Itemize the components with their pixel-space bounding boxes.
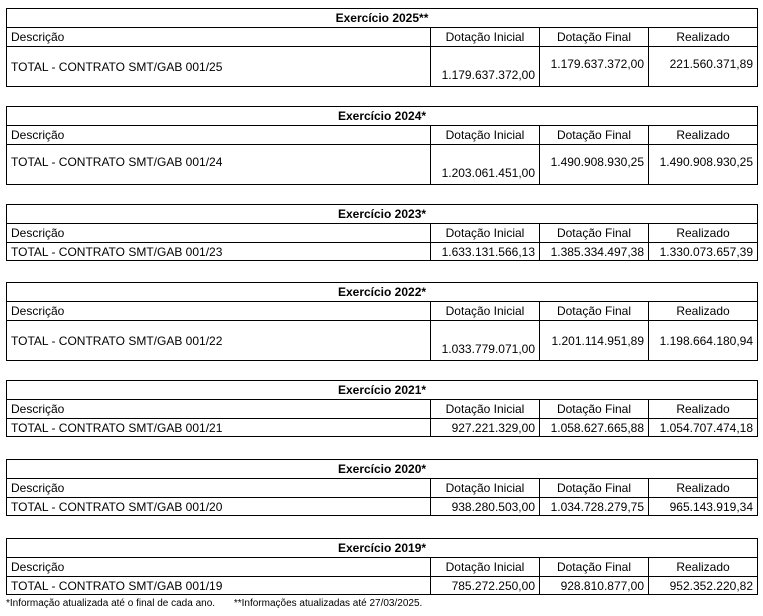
col-header-dotacao-final: Dotação Final bbox=[540, 558, 649, 577]
table-title: Exercício 2024* bbox=[7, 107, 758, 126]
footnotes bbox=[6, 598, 422, 609]
footnote-1: *Informação atualizada até o final de cada ano. bbox=[6, 598, 216, 609]
cell-dotacao-final: 1.201.114.951,89 bbox=[540, 321, 649, 361]
col-header-descricao: Descrição bbox=[7, 558, 431, 577]
cell-descricao: TOTAL - CONTRATO SMT/GAB 001/22 bbox=[7, 321, 431, 361]
cell-realizado: 952.352.220,82 bbox=[649, 577, 758, 595]
col-header-descricao: Descrição bbox=[7, 126, 431, 145]
cell-descricao: TOTAL - CONTRATO SMT/GAB 001/23 bbox=[7, 243, 431, 261]
col-header-dotacao-inicial: Dotação Inicial bbox=[431, 302, 540, 321]
cell-realizado: 1.490.908.930,25 bbox=[649, 145, 758, 185]
cell-dotacao-final: 1.385.334.497,38 bbox=[540, 243, 649, 261]
cell-realizado: 1.330.073.657,39 bbox=[649, 243, 758, 261]
table-exercicio-2022 bbox=[6, 282, 758, 361]
col-header-descricao: Descrição bbox=[7, 28, 431, 47]
cell-descricao: TOTAL - CONTRATO SMT/GAB 001/24 bbox=[7, 145, 431, 185]
col-header-realizado: Realizado bbox=[649, 224, 758, 243]
cell-dotacao-inicial: 938.280.503,00 bbox=[431, 498, 540, 516]
table-exercicio-2019 bbox=[6, 538, 758, 595]
table-title: Exercício 2025** bbox=[7, 9, 758, 28]
cell-descricao: TOTAL - CONTRATO SMT/GAB 001/21 bbox=[7, 419, 431, 437]
col-header-realizado: Realizado bbox=[649, 302, 758, 321]
table-title: Exercício 2019* bbox=[7, 539, 758, 558]
cell-dotacao-inicial: 1.033.779.071,00 bbox=[431, 321, 540, 361]
col-header-dotacao-final: Dotação Final bbox=[540, 28, 649, 47]
col-header-descricao: Descrição bbox=[7, 302, 431, 321]
cell-realizado: 1.198.664.180,94 bbox=[649, 321, 758, 361]
table-exercicio-2023 bbox=[6, 204, 758, 261]
cell-realizado: 1.054.707.474,18 bbox=[649, 419, 758, 437]
cell-dotacao-final: 1.058.627.665,88 bbox=[540, 419, 649, 437]
cell-dotacao-final: 1.034.728.279,75 bbox=[540, 498, 649, 516]
col-header-dotacao-final: Dotação Final bbox=[540, 126, 649, 145]
cell-dotacao-final: 1.490.908.930,25 bbox=[540, 145, 649, 185]
table-title: Exercício 2023* bbox=[7, 205, 758, 224]
cell-dotacao-inicial: 1.203.061.451,00 bbox=[431, 145, 540, 185]
table-exercicio-2020 bbox=[6, 459, 758, 516]
footnote-2: **Informações atualizadas até 27/03/2025. bbox=[233, 598, 423, 609]
table-title: Exercício 2021* bbox=[7, 381, 758, 400]
cell-dotacao-final: 928.810.877,00 bbox=[540, 577, 649, 595]
cell-dotacao-inicial: 1.179.637.372,00 bbox=[431, 47, 540, 87]
col-header-dotacao-inicial: Dotação Inicial bbox=[431, 224, 540, 243]
col-header-dotacao-inicial: Dotação Inicial bbox=[431, 126, 540, 145]
cell-descricao: TOTAL - CONTRATO SMT/GAB 001/25 bbox=[7, 47, 431, 87]
cell-dotacao-inicial: 1.633.131.566,13 bbox=[431, 243, 540, 261]
col-header-dotacao-inicial: Dotação Inicial bbox=[431, 479, 540, 498]
cell-realizado: 965.143.919,34 bbox=[649, 498, 758, 516]
col-header-descricao: Descrição bbox=[7, 400, 431, 419]
table-exercicio-2021 bbox=[6, 380, 758, 437]
col-header-realizado: Realizado bbox=[649, 558, 758, 577]
col-header-dotacao-final: Dotação Final bbox=[540, 302, 649, 321]
table-exercicio-2024 bbox=[6, 106, 758, 185]
col-header-realizado: Realizado bbox=[649, 479, 758, 498]
col-header-realizado: Realizado bbox=[649, 126, 758, 145]
table-exercicio-2025 bbox=[6, 8, 758, 87]
col-header-dotacao-final: Dotação Final bbox=[540, 479, 649, 498]
table-title: Exercício 2022* bbox=[7, 283, 758, 302]
col-header-realizado: Realizado bbox=[649, 400, 758, 419]
col-header-dotacao-inicial: Dotação Inicial bbox=[431, 558, 540, 577]
col-header-realizado: Realizado bbox=[649, 28, 758, 47]
cell-dotacao-final: 1.179.637.372,00 bbox=[540, 47, 649, 87]
col-header-dotacao-final: Dotação Final bbox=[540, 224, 649, 243]
cell-dotacao-inicial: 927.221.329,00 bbox=[431, 419, 540, 437]
col-header-dotacao-inicial: Dotação Inicial bbox=[431, 28, 540, 47]
cell-dotacao-inicial: 785.272.250,00 bbox=[431, 577, 540, 595]
cell-descricao: TOTAL - CONTRATO SMT/GAB 001/20 bbox=[7, 498, 431, 516]
cell-realizado: 221.560.371,89 bbox=[649, 47, 758, 87]
col-header-descricao: Descrição bbox=[7, 479, 431, 498]
cell-descricao: TOTAL - CONTRATO SMT/GAB 001/19 bbox=[7, 577, 431, 595]
table-title: Exercício 2020* bbox=[7, 460, 758, 479]
col-header-dotacao-final: Dotação Final bbox=[540, 400, 649, 419]
col-header-dotacao-inicial: Dotação Inicial bbox=[431, 400, 540, 419]
col-header-descricao: Descrição bbox=[7, 224, 431, 243]
